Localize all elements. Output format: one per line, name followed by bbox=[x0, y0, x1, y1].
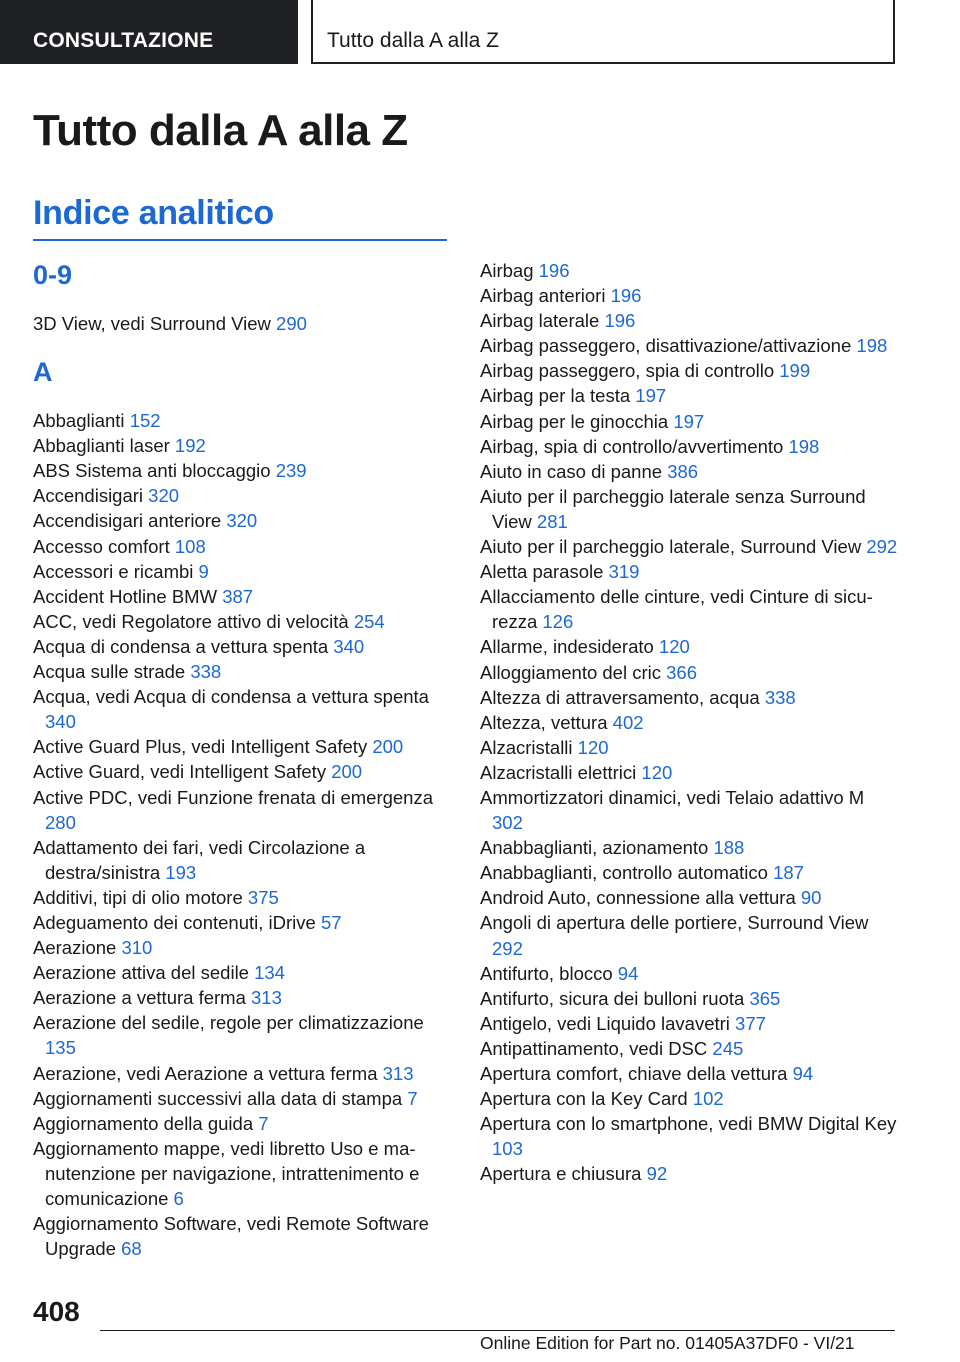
index-entry-page-link[interactable]: 338 bbox=[190, 661, 222, 683]
index-entry bbox=[33, 684, 451, 734]
index-entry bbox=[480, 660, 900, 685]
index-entry-page-link[interactable]: 120 bbox=[577, 736, 609, 758]
index-entry-page-link[interactable]: 340 bbox=[45, 711, 76, 733]
index-entry-term: Airbag per la testa bbox=[480, 385, 636, 407]
index-entry-term: Aerazione attiva del sedile bbox=[33, 962, 255, 984]
index-entry-page-link[interactable]: 365 bbox=[749, 987, 781, 1009]
index-entry-page-link[interactable]: 199 bbox=[779, 360, 811, 382]
index-entry bbox=[33, 1211, 451, 1261]
index-entry bbox=[480, 383, 900, 408]
index-entry-page-link[interactable]: 281 bbox=[536, 510, 568, 532]
index-entry-page-link[interactable]: 126 bbox=[542, 611, 574, 633]
index-entry-term: Airbag passeggero, spia di controllo bbox=[480, 360, 780, 382]
index-entry-term: Acqua di condensa a vettura spenta bbox=[33, 635, 334, 657]
index-entry bbox=[480, 760, 900, 785]
index-entry-term: Anabbaglianti, azionamento bbox=[480, 837, 714, 859]
index-entry bbox=[480, 484, 900, 534]
index-entry-term: Adattamento dei fari, vedi Circolazione a destra/sinistra bbox=[33, 836, 366, 883]
index-entry bbox=[33, 935, 451, 960]
index-entry bbox=[480, 358, 900, 383]
index-entry bbox=[33, 458, 451, 483]
index-entry-term: 3D View, vedi Surround View bbox=[33, 313, 277, 334]
index-letter-heading: A bbox=[33, 357, 53, 388]
index-entry-page-link[interactable]: 196 bbox=[610, 285, 642, 307]
index-entry-page-link[interactable]: 375 bbox=[247, 886, 279, 908]
index-entry-term: Accendisigari anteriore bbox=[33, 510, 227, 532]
index-entry-term: Airbag anteriori bbox=[480, 285, 611, 307]
index-entry bbox=[33, 1086, 451, 1111]
index-entry-term: Aggiornamento mappe, vedi libretto Uso e manutenzione per navigazione, intrattenimento e comunicazione bbox=[33, 1137, 420, 1209]
index-letter-heading: 0-9 bbox=[33, 260, 73, 290]
index-entry-term: Airbag passeggero, disattivazione/attivazione bbox=[480, 335, 857, 357]
index-entry-page-link[interactable]: 135 bbox=[45, 1037, 76, 1059]
index-entry-term: Abbaglianti bbox=[33, 410, 130, 432]
index-entry bbox=[480, 685, 900, 710]
section-gap bbox=[33, 336, 451, 355]
index-entry-page-link[interactable]: 377 bbox=[735, 1012, 766, 1034]
index-entry-page-link[interactable]: 340 bbox=[333, 635, 365, 657]
index-entry-term: Airbag laterale bbox=[480, 310, 605, 332]
index-entry-page-link[interactable]: 387 bbox=[222, 585, 254, 607]
index-entry-term: Acqua sulle strade bbox=[33, 661, 191, 683]
index-entry-term: Altezza, vettura bbox=[480, 711, 613, 733]
index-entry bbox=[480, 1086, 900, 1111]
index-entry-page-link[interactable]: 310 bbox=[121, 937, 153, 959]
index-entry-term: Acqua, vedi Acqua di condensa a vettura spenta bbox=[33, 686, 429, 708]
index-entry-page-link[interactable]: 290 bbox=[276, 313, 307, 334]
index-entry-term: Aiuto in caso di panne bbox=[480, 460, 668, 482]
footer-edition: Online Edition for Part no. 01405A37DF0 - VI/21 bbox=[480, 1333, 855, 1353]
index-entry-term: Aerazione del sedile, regole per climatizzazione bbox=[33, 1012, 424, 1034]
index-entry bbox=[480, 835, 900, 860]
index-entry bbox=[33, 483, 451, 508]
index-entry-page-link[interactable]: 313 bbox=[251, 987, 282, 1009]
index-entry-page-link[interactable]: 90 bbox=[800, 887, 822, 909]
index-entry-term: Angoli di apertura delle portiere, Surround View bbox=[480, 912, 869, 934]
index-entry-term: Antifurto, blocco bbox=[480, 962, 618, 984]
index-entry-term: Adeguamento dei contenuti, iDrive bbox=[33, 911, 321, 933]
index-entry-term: Accesso comfort bbox=[33, 535, 175, 557]
index-entry-page-link[interactable]: 193 bbox=[165, 861, 197, 883]
index-entry-page-link[interactable]: 366 bbox=[666, 661, 697, 683]
index-entry bbox=[33, 534, 451, 559]
index-entry-term: Antigelo, vedi Liquido lavavetri bbox=[480, 1012, 736, 1034]
index-entry bbox=[480, 634, 900, 659]
index-entry-page-link[interactable]: 6 bbox=[173, 1188, 184, 1209]
index-entry-page-link[interactable]: 198 bbox=[788, 435, 820, 457]
index-entry-page-link[interactable]: 198 bbox=[856, 335, 888, 357]
index-entry-page-link[interactable]: 134 bbox=[254, 962, 285, 984]
index-entry bbox=[33, 634, 451, 659]
index-entry-term: Ammortizzatori dinamici, vedi Telaio adattivo M bbox=[480, 786, 865, 808]
index-entry bbox=[480, 1111, 900, 1161]
index-entry-term: Altezza di attraversamento, acqua bbox=[480, 686, 765, 708]
index-entry bbox=[480, 1161, 900, 1186]
index-entry-page-link[interactable]: 68 bbox=[121, 1238, 142, 1260]
index-entry-term: Apertura con lo smartphone, vedi BMW Digital Key bbox=[480, 1113, 897, 1135]
index-entry bbox=[480, 735, 900, 760]
index-entry bbox=[33, 1111, 451, 1136]
heading-gap bbox=[33, 292, 451, 311]
index-entry-page-link[interactable]: 103 bbox=[492, 1138, 523, 1160]
index-column-right bbox=[480, 258, 900, 1186]
index-entry bbox=[33, 1061, 451, 1086]
index-entry bbox=[33, 985, 451, 1010]
index-entry bbox=[480, 333, 900, 358]
header-section-label: CONSULTAZIONE bbox=[0, 0, 298, 64]
index-entry-page-link[interactable]: 313 bbox=[382, 1062, 414, 1084]
page-title: Tutto dalla A alla Z bbox=[33, 106, 408, 155]
index-entry bbox=[33, 835, 451, 885]
index-entry bbox=[480, 1036, 900, 1061]
index-entry-page-link[interactable]: 196 bbox=[604, 310, 636, 332]
index-entry-term: Accessori e ricambi bbox=[33, 560, 199, 582]
index-entry bbox=[33, 311, 451, 336]
page-header bbox=[0, 0, 960, 66]
index-entry bbox=[480, 785, 900, 835]
index-entry-term: Alzacristalli elettrici bbox=[480, 761, 642, 783]
index-entry bbox=[33, 734, 451, 759]
index-entry bbox=[33, 609, 451, 634]
index-entry bbox=[480, 1011, 900, 1036]
section-title: Indice analitico bbox=[33, 194, 274, 232]
index-entry bbox=[480, 910, 900, 960]
index-entry-term: Accident Hotline BMW bbox=[33, 585, 223, 607]
index-entry-term: Apertura comfort, chiave della vettura bbox=[480, 1063, 793, 1084]
index-entry bbox=[33, 1010, 451, 1060]
index-entry bbox=[480, 584, 900, 634]
index-entry-term: Aerazione, vedi Aerazione a vettura ferma bbox=[33, 1062, 383, 1084]
index-entry-page-link[interactable]: 254 bbox=[353, 610, 385, 632]
index-entry bbox=[480, 534, 900, 559]
index-entry-term: Allarme, indesiderato bbox=[480, 636, 659, 658]
index-entry-page-link[interactable]: 92 bbox=[646, 1163, 668, 1185]
index-entry-term: ABS Sistema anti bloccaggio bbox=[33, 460, 276, 482]
index-entry-page-link[interactable]: 280 bbox=[45, 811, 76, 833]
index-entry bbox=[33, 885, 451, 910]
index-entry bbox=[33, 559, 451, 584]
index-entry-term: Apertura con la Key Card bbox=[480, 1088, 693, 1110]
index-entry-page-link[interactable]: 57 bbox=[320, 911, 342, 933]
index-entry bbox=[480, 308, 900, 333]
footer-divider bbox=[100, 1330, 895, 1331]
index-entry-term: Alzacristalli bbox=[480, 736, 578, 758]
index-entry-page-link[interactable]: 9 bbox=[198, 560, 209, 582]
index-entry-term: Aiuto per il parcheggio laterale senza Surround View bbox=[480, 485, 866, 532]
index-entry-term: Active Guard Plus, vedi Intelligent Safety bbox=[33, 736, 373, 758]
index-entry-page-link[interactable]: 94 bbox=[617, 962, 639, 984]
index-entry bbox=[33, 433, 451, 458]
index-entry-term: Additivi, tipi di olio motore bbox=[33, 886, 248, 908]
index-entry-term: Airbag bbox=[480, 260, 539, 281]
index-entry-term: Active Guard, vedi Intelligent Safety bbox=[33, 761, 332, 783]
index-entry-page-link[interactable]: 200 bbox=[331, 761, 363, 783]
index-entry-page-link[interactable]: 120 bbox=[641, 761, 673, 783]
index-entry-term: ACC, vedi Regolatore attivo di velocità bbox=[33, 610, 354, 632]
index-entry-page-link[interactable]: 197 bbox=[635, 385, 667, 407]
index-entry-term: Anabbaglianti, controllo automatico bbox=[480, 862, 774, 884]
index-entry-page-link[interactable]: 120 bbox=[658, 636, 690, 658]
index-entry-page-link[interactable]: 102 bbox=[692, 1088, 724, 1110]
index-entry-page-link[interactable]: 245 bbox=[712, 1037, 744, 1059]
index-entry-page-link[interactable]: 197 bbox=[673, 410, 705, 432]
index-entry bbox=[480, 559, 900, 584]
index-entry-page-link[interactable]: 196 bbox=[538, 260, 570, 281]
index-entry-term: Antifurto, sicura dei bulloni ruota bbox=[480, 987, 750, 1009]
index-entry-page-link[interactable]: 192 bbox=[174, 435, 206, 457]
index-entry-term: Aerazione bbox=[33, 937, 122, 959]
index-entry bbox=[33, 1136, 451, 1211]
index-entry-term: Allacciamento delle cinture, vedi Cinture di sicurezza bbox=[480, 586, 873, 633]
index-entry-term: Aerazione a vettura ferma bbox=[33, 987, 251, 1009]
index-entry bbox=[33, 910, 451, 935]
index-entry-page-link[interactable]: 320 bbox=[226, 510, 258, 532]
index-entry bbox=[480, 1061, 900, 1086]
index-entry-page-link[interactable]: 108 bbox=[174, 535, 206, 557]
index-entry bbox=[480, 961, 900, 986]
index-entry-page-link[interactable]: 7 bbox=[407, 1087, 418, 1109]
index-entry bbox=[480, 885, 900, 910]
index-entry-page-link[interactable]: 338 bbox=[764, 686, 796, 708]
index-entry-term: Android Auto, connessione alla vettura bbox=[480, 887, 801, 909]
heading-gap bbox=[33, 389, 451, 408]
index-entry bbox=[33, 659, 451, 684]
index-entry bbox=[33, 408, 451, 433]
index-entry-page-link[interactable]: 292 bbox=[492, 937, 523, 959]
section-divider bbox=[33, 239, 447, 241]
index-entry-term: Aletta parasole bbox=[480, 561, 609, 583]
index-entry-term: Alloggiamento del cric bbox=[480, 661, 667, 683]
index-entry bbox=[33, 508, 451, 533]
index-entry-term: Antipattinamento, vedi DSC bbox=[480, 1037, 713, 1059]
index-entry-page-link[interactable]: 319 bbox=[608, 561, 640, 583]
index-entry-page-link[interactable]: 292 bbox=[866, 536, 898, 558]
index-entry-page-link[interactable]: 94 bbox=[792, 1063, 814, 1084]
index-entry-term: Airbag, spia di controllo/avvertimento bbox=[480, 435, 789, 457]
page-number: 408 bbox=[33, 1296, 80, 1327]
index-entry-page-link[interactable]: 402 bbox=[612, 711, 644, 733]
index-entry bbox=[480, 258, 900, 283]
index-entry bbox=[480, 710, 900, 735]
index-entry-page-link[interactable]: 386 bbox=[667, 460, 699, 482]
index-entry bbox=[33, 759, 451, 784]
index-entry bbox=[33, 584, 451, 609]
index-entry-page-link[interactable]: 200 bbox=[372, 736, 404, 758]
index-entry bbox=[480, 986, 900, 1011]
index-entry-page-link[interactable]: 152 bbox=[129, 410, 161, 432]
index-entry-page-link[interactable]: 302 bbox=[492, 812, 523, 834]
index-entry bbox=[480, 860, 900, 885]
index-entry bbox=[480, 283, 900, 308]
index-entry-term: Aggiornamento della guida bbox=[33, 1112, 259, 1134]
index-column-left bbox=[33, 258, 451, 1261]
index-entry-term: Accendisigari bbox=[33, 485, 149, 507]
index-entry-page-link[interactable]: 187 bbox=[773, 862, 804, 884]
index-entry-term: Active PDC, vedi Funzione frenata di emergenza bbox=[33, 786, 434, 808]
index-entry-page-link[interactable]: 188 bbox=[713, 837, 745, 859]
index-entry-term: Abbaglianti laser bbox=[33, 435, 175, 457]
index-entry-term: Airbag per le ginocchia bbox=[480, 410, 674, 432]
index-entry-term: Aiuto per il parcheggio laterale, Surround View bbox=[480, 536, 867, 558]
index-entry-term: Apertura e chiusura bbox=[480, 1163, 647, 1185]
index-entry-term: Aggiornamenti successivi alla data di stampa bbox=[33, 1087, 408, 1109]
index-entry bbox=[480, 434, 900, 459]
index-entry-page-link[interactable]: 239 bbox=[275, 460, 307, 482]
index-entry bbox=[480, 409, 900, 434]
index-entry bbox=[33, 960, 451, 985]
index-entry bbox=[33, 785, 451, 835]
header-chapter-title: Tutto dalla A alla Z bbox=[311, 0, 895, 64]
index-entry-term: Aggiornamento Software, vedi Remote Software Upgrade bbox=[33, 1213, 429, 1260]
index-entry-page-link[interactable]: 320 bbox=[148, 485, 180, 507]
index-entry bbox=[480, 459, 900, 484]
index-entry-page-link[interactable]: 7 bbox=[258, 1112, 269, 1134]
